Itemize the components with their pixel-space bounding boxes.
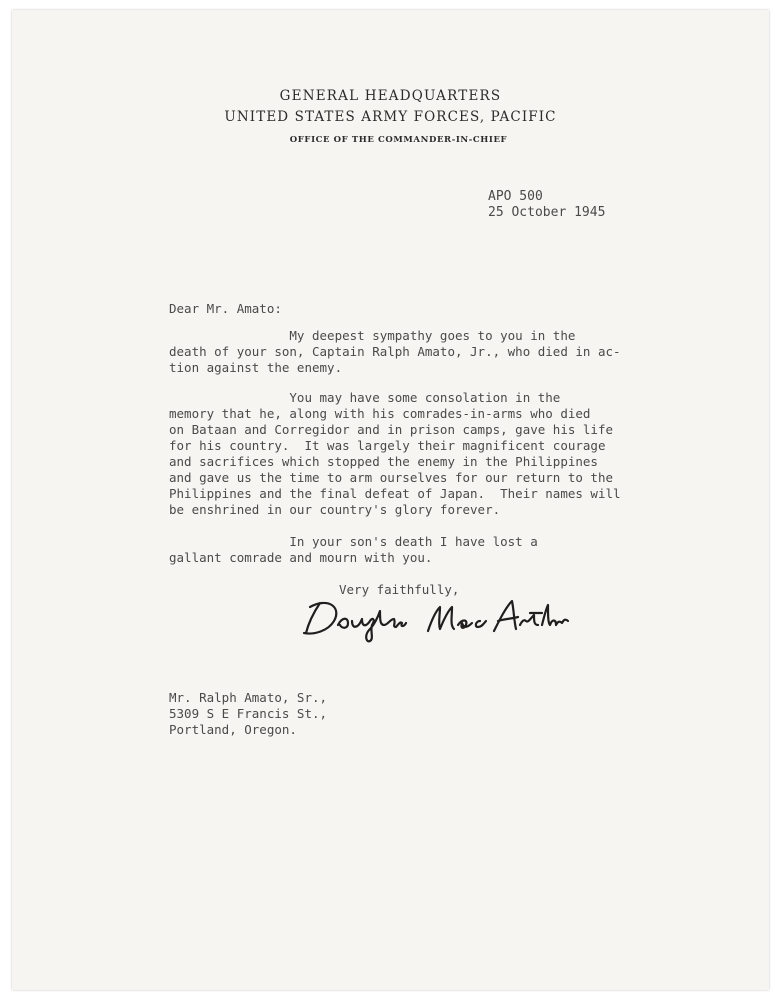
letter-date: 25 October 1945 [488,205,606,220]
letterhead-line-3: OFFICE OF THE COMMANDER-IN-CHIEF [289,135,508,145]
paragraph-line: and sacrifices which stopped the enemy in the Philippines [169,454,598,469]
paragraph-line: and gave us the time to arm ourselves for our return to the [169,470,614,485]
paragraph-line: tion against the enemy. [169,360,343,375]
paragraph-3 [169,534,538,566]
paragraph-line: for his country. It was largely their magnificent courage [169,438,606,453]
address-line: Mr. Ralph Amato, Sr., [169,690,328,705]
paragraph-line: death of your son, Captain Ralph Amato, Jr., who died in ac- [169,344,621,359]
paragraph-1 [169,328,621,376]
closing: Very faithfully, [339,582,460,597]
apo-number: APO 500 [488,189,543,204]
paragraph-line: In your son's death I have lost a [169,534,538,549]
paragraph-line: My deepest sympathy goes to you in the [169,328,576,343]
letter-sheet [12,10,769,990]
address-line: Portland, Oregon. [169,722,297,737]
address-line: 5309 S E Francis St., [169,706,328,721]
paragraph-line: be enshrined in our country's glory forever. [169,502,501,517]
paragraph-line: on Bataan and Corregidor and in prison camps, gave his life [169,422,614,437]
paragraph-line: You may have some consolation in the [169,390,561,405]
salutation: Dear Mr. Amato: [169,301,282,316]
paragraph-line: Philippines and the final defeat of Japan. Their names will [169,486,621,501]
paragraph-line: gallant comrade and mourn with you. [169,550,433,565]
dateline [488,189,605,221]
paragraph-line: memory that he, along with his comrades-in-arms who died [169,406,591,421]
handwritten-signature [298,585,573,645]
letterhead-line-1: GENERAL HEADQUARTERS [279,88,502,104]
letterhead-line-2: UNITED STATES ARMY FORCES, PACIFIC [224,109,557,125]
recipient-address [169,690,327,738]
paragraph-2 [169,390,621,518]
